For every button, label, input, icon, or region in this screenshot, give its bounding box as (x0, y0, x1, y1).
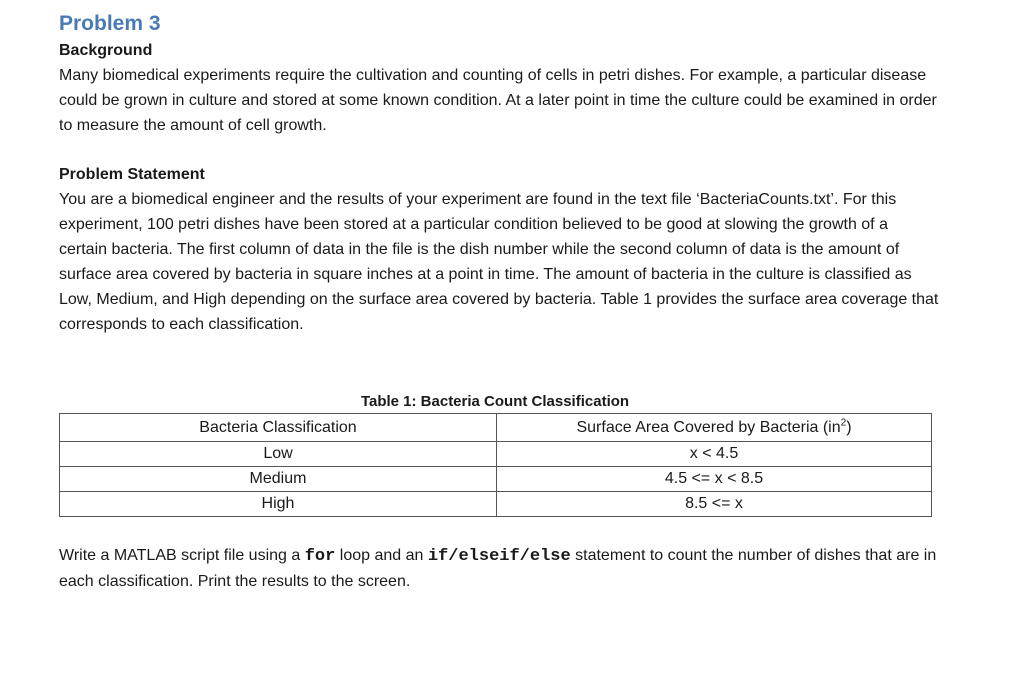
problem-statement-heading: Problem Statement (59, 166, 205, 183)
problem-statement-text: You are a biomedical engineer and the results of your experiment are found in the text file ‘BacteriaCounts.txt’. For this experiment, 100 petri dishes have been stored at a particular condition believed to be good at slowing the growth of a certain bacteria. The first column of data in the file is the dish number while the second column of data is the amount of surface area covered by bacteria in square inches at a point in time. The amount of bacteria in the culture is classified as Low, Medium, and High depending on the surface area covered by bacteria. Table 1 provides the surface area coverage that corresponds to each classification. (59, 191, 939, 333)
table-row (60, 492, 932, 517)
row-classification: Medium (60, 467, 497, 492)
table-row (60, 442, 932, 467)
closing-part1: Write a MATLAB script file using a (59, 547, 305, 564)
keyword-if-elseif-else: if/elseif/else (427, 547, 571, 566)
row-classification: High (60, 492, 497, 517)
keyword-for: for (304, 547, 336, 566)
background-text: Many biomedical experiments require the cultivation and counting of cells in petri dishes. For example, a particular disease could be grown in culture and stored at some known condition. At a later point in time the culture could be examined in order to measure the amount of cell growth. (59, 67, 937, 134)
header-close-paren: ) (846, 418, 852, 436)
header-superscript: 2 (840, 417, 847, 429)
closing-part2: loop and an (335, 547, 428, 564)
header-classification: Bacteria Classification (60, 414, 497, 442)
closing-instructions (59, 543, 939, 594)
header-surface-area-text: Surface Area Covered by Bacteria (in (576, 418, 841, 436)
header-surface-area (497, 414, 932, 442)
table-row (60, 467, 932, 492)
table-caption: Table 1: Bacteria Count Classification (360, 393, 630, 410)
row-range: 8.5 <= x (497, 492, 932, 517)
problem-content (59, 10, 939, 337)
table-header-row (60, 414, 932, 442)
problem-title: Problem 3 (59, 12, 161, 35)
row-classification: Low (60, 442, 497, 467)
row-range: x < 4.5 (497, 442, 932, 467)
row-range: 4.5 <= x < 8.5 (497, 467, 932, 492)
background-heading: Background (59, 42, 153, 59)
closing-part3: statement to count the number of dishes that are in each classification. Print the results to the screen. (59, 547, 937, 590)
classification-table (59, 413, 932, 517)
